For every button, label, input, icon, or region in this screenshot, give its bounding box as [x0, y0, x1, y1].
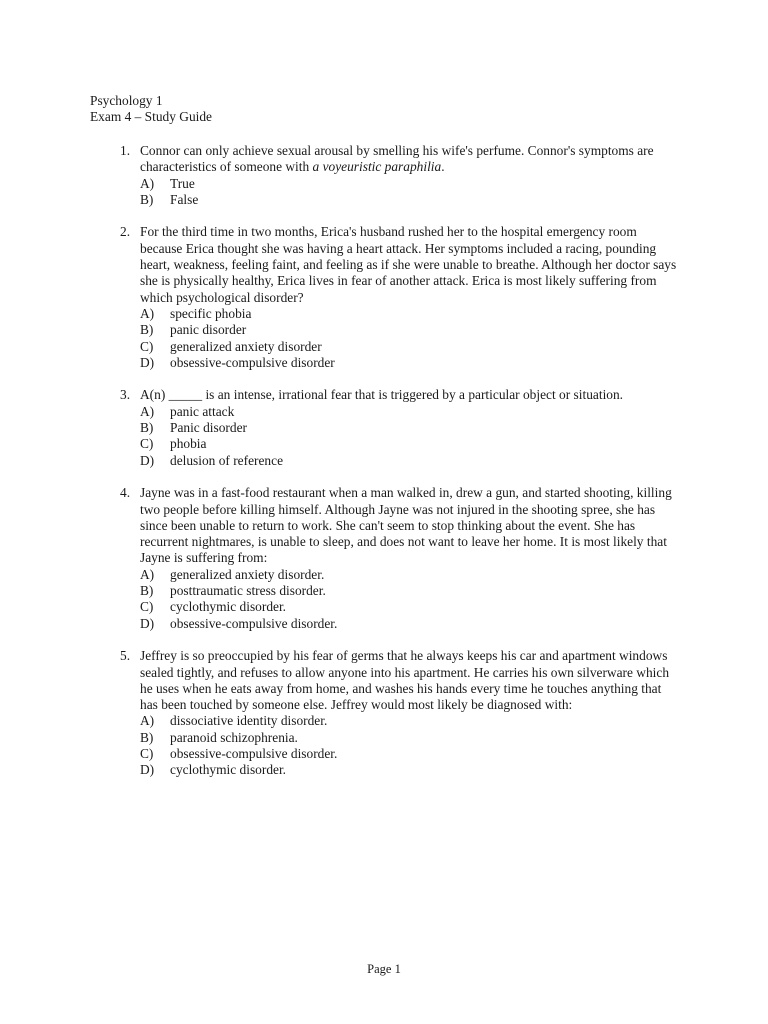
question-2 — [120, 224, 680, 371]
choice-text: panic disorder — [170, 322, 247, 338]
answer-choice — [140, 420, 680, 436]
answer-choice — [140, 730, 680, 746]
answer-choice — [140, 583, 680, 599]
answer-choice — [140, 453, 680, 469]
answer-choice — [140, 616, 680, 632]
choice-text: delusion of reference — [170, 452, 284, 468]
choice-letter: D) — [140, 762, 155, 778]
choice-letter: B) — [140, 583, 154, 599]
question-text-part: Connor can only achieve sexual arousal by smelling his wife's perfume. Connor's symptoms are characteristics of someone with — [140, 143, 654, 175]
choice-letter: C) — [140, 436, 154, 452]
question-1 — [120, 143, 680, 208]
choice-text: generalized anxiety disorder. — [170, 566, 325, 582]
choice-letter: A) — [140, 713, 155, 729]
page-number: Page 1 — [367, 962, 401, 976]
question-text-emphasis: a voyeuristic paraphilia — [312, 159, 442, 175]
choice-text: paranoid schizophrenia. — [170, 729, 298, 745]
answer-choice — [140, 746, 680, 762]
question-text: Jayne was in a fast-food restaurant when a man walked in, drew a gun, and started shooting, killing two people before killing himself. Although Jayne was not injured in the shooting spree, she has since been unable to return to work. She can't seem to stop thinking about the event. She has recurrent nightmares, is unable to sleep, and does not want to leave her home. It is most likely that Jayne is suffering from: — [140, 485, 672, 566]
answer-choice — [140, 355, 680, 371]
choice-letter: D) — [140, 615, 155, 631]
answer-choice — [140, 436, 680, 452]
choice-letter: A) — [140, 566, 155, 582]
answer-choice — [140, 339, 680, 355]
answer-choice — [140, 322, 680, 338]
question-text: For the third time in two months, Erica's husband rushed her to the hospital emergency room because Erica thought she was having a heart attack. Her symptoms included a racing, pounding heart, weakness, feeling faint, and feeling as if she were unable to breathe. Although her doctor says she is physically healthy, Erica lives in fear of another attack. Erica is most likely suffering from which psychological disorder? — [140, 224, 677, 305]
choice-text: posttraumatic stress disorder. — [170, 583, 326, 599]
question-number: 2. — [120, 224, 131, 240]
document-header — [90, 93, 212, 126]
choice-letter: A) — [140, 403, 155, 419]
question-4 — [120, 485, 680, 632]
choice-letter: D) — [140, 452, 155, 468]
course-title: Psychology 1 — [90, 93, 163, 108]
question-number: 5. — [120, 648, 131, 664]
answer-choice — [140, 176, 680, 192]
choice-letter: A) — [140, 175, 155, 191]
answer-choice — [140, 404, 680, 420]
question-number: 1. — [120, 143, 131, 158]
choice-text: False — [170, 191, 199, 207]
question-number: 4. — [120, 485, 131, 501]
choice-letter: A) — [140, 305, 155, 321]
choice-text: obsessive-compulsive disorder — [170, 354, 335, 370]
choice-text: specific phobia — [170, 305, 252, 321]
question-text: A(n) _____ is an intense, irrational fear that is triggered by a particular object or situation. — [140, 387, 624, 403]
choice-text: obsessive-compulsive disorder. — [170, 615, 338, 631]
choice-text: generalized anxiety disorder — [170, 338, 322, 354]
choice-text: phobia — [170, 436, 207, 452]
answer-choice — [140, 192, 680, 208]
question-number: 3. — [120, 387, 131, 403]
choice-text: Panic disorder — [170, 420, 247, 436]
choice-text: panic attack — [170, 403, 235, 419]
question-list — [120, 143, 680, 795]
choice-letter: C) — [140, 338, 154, 354]
document-subtitle: Exam 4 – Study Guide — [90, 109, 212, 125]
choice-text: cyclothymic disorder. — [170, 599, 287, 615]
choice-letter: C) — [140, 745, 154, 761]
question-3 — [120, 387, 680, 468]
choice-letter: D) — [140, 354, 155, 370]
choice-letter: B) — [140, 420, 154, 436]
answer-choice — [140, 713, 680, 729]
choice-text: cyclothymic disorder. — [170, 762, 287, 778]
choice-text: True — [170, 175, 195, 191]
question-text: Jeffrey is so preoccupied by his fear of germs that he always keeps his car and apartment windows sealed tightly, and refuses to allow anyone into his apartment. He carries his own silverware which he uses when he eats away from home, and washes his hands every time he touches anything that has been touched by someone else. Jeffrey would most likely be diagnosed with: — [140, 648, 670, 713]
choice-letter: B) — [140, 191, 154, 207]
choice-letter: C) — [140, 599, 154, 615]
answer-choice — [140, 762, 680, 778]
choice-text: dissociative identity disorder. — [170, 713, 328, 729]
choice-text: obsessive-compulsive disorder. — [170, 745, 338, 761]
answer-choice — [140, 567, 680, 583]
question-5 — [120, 648, 680, 778]
choice-letter: B) — [140, 729, 154, 745]
choice-letter: B) — [140, 322, 154, 338]
answer-choice — [140, 306, 680, 322]
answer-choice — [140, 599, 680, 615]
question-text — [140, 143, 680, 176]
question-text-part: . — [441, 159, 445, 175]
